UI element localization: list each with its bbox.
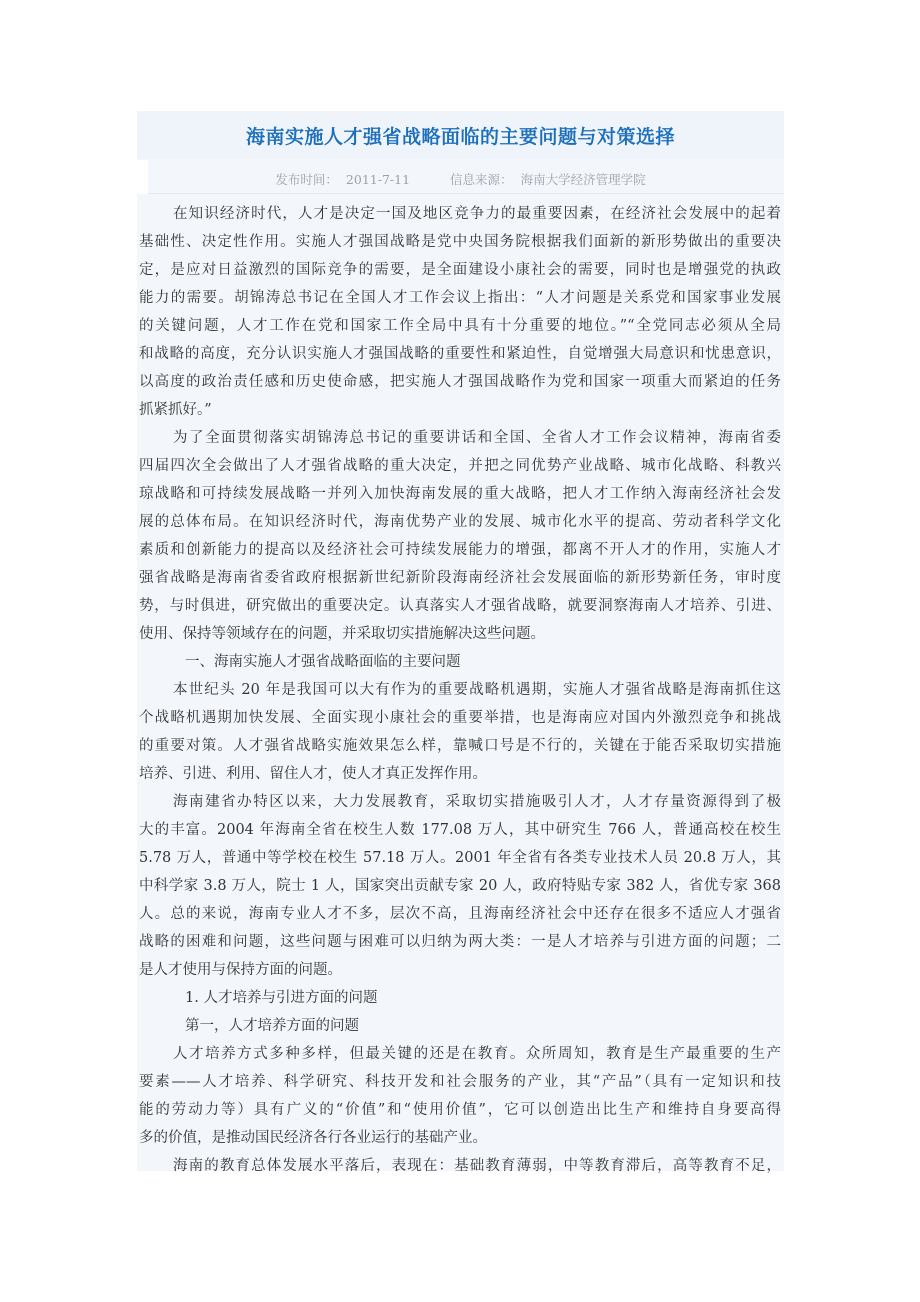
paragraph xyxy=(139,1152,781,1180)
article-body xyxy=(139,200,781,1180)
text-line: 大的丰富。2004 年海南全省在校生人数 177.08 万人，其中研究生 766 人，普通高校在校生 xyxy=(139,822,781,838)
text-line: 定，是应对日益激烈的国际竞争的需要，是全面建设小康社会的需要，同时也是增强党的执政 xyxy=(139,262,781,278)
text-line: 在知识经济时代，人才是决定一国及地区竞争力的最重要因素，在经济社会发展中的起着 xyxy=(173,206,781,222)
divider xyxy=(148,193,784,194)
text-line: 以高度的政治责任感和历史使命感，把实施人才强国战略作为党和国家一项重大而紧迫的任务 xyxy=(139,374,781,390)
text-line: 个战略机遇期加快发展、全面实现小康社会的重要举措，也是海南应对国内外激烈竞争和挑战 xyxy=(139,710,781,726)
text-line: 抓紧抓好。” xyxy=(139,402,212,418)
text-line: 战略的困难和问题，这些问题与困难可以归纳为两大类：一是人才培养与引进方面的问题；二 xyxy=(139,934,781,950)
text-line: 人才培养方式多种多样，但最关键的还是在教育。众所周知，教育是生产最重要的生产 xyxy=(173,1046,781,1062)
text-line: 本世纪头 20 年是我国可以大有作为的重要战略机遇期，实施人才强省战略是海南抓住这 xyxy=(173,682,781,698)
text-line: 能的劳动力等）具有广义的“价值”和“使用价值”，它可以创造出比生产和维持自身要高得 xyxy=(139,1102,781,1118)
section-heading xyxy=(139,1012,781,1040)
text-line: 能力的需要。胡锦涛总书记在全国人才工作会议上指出：“人才问题是关系党和国家事业发展 xyxy=(139,290,781,306)
text-line: 使用、保持等领域存在的问题，并采取切实措施解决这些问题。 xyxy=(139,626,545,642)
text-line: 要素——人才培养、科学研究、科技开发和社会服务的产业，其“产品”（具有一定知识和技 xyxy=(139,1074,781,1090)
text-line: 海南建省办特区以来，大力发展教育，采取切实措施吸引人才，人才存量资源得到了极 xyxy=(173,794,781,810)
paragraph xyxy=(139,200,781,424)
text-line: 多的价值，是推动国民经济各行各业运行的基础产业。 xyxy=(139,1130,487,1146)
publish-date: 2011-7-11 xyxy=(345,172,411,187)
text-line: 和战略的高度，充分认识实施人才强国战略的重要性和紧迫性，自觉增强大局意识和忧患意识， xyxy=(139,346,781,362)
text-line: 的重要对策。人才强省战略实施效果怎么样，靠喊口号是不行的，关键在于能否采取切实措施 xyxy=(139,738,781,754)
text-line: 一、海南实施人才强省战略面临的主要问题 xyxy=(185,654,461,670)
paragraph xyxy=(139,424,781,648)
paragraph xyxy=(139,676,781,788)
text-line: 是人才使用与保持方面的问题。 xyxy=(139,962,342,978)
text-line: 1. 人才培养与引进方面的问题 xyxy=(185,990,378,1006)
article-meta xyxy=(137,170,784,188)
text-line: 基础性、决定性作用。实施人才强国战略是党中央国务院根据我们面新的新形势做出的重要决 xyxy=(139,234,781,250)
text-line: 琼战略和可持续发展战略一并列入加快海南发展的重大战略，把人才工作纳入海南经济社会发 xyxy=(139,486,781,502)
text-line: 为了全面贯彻落实胡锦涛总书记的重要讲话和全国、全省人才工作会议精神，海南省委 xyxy=(173,430,781,446)
text-line: 5.78 万人，普通中等学校在校生 57.18 万人。2001 年全省有各类专业技术人员 20.8 万人，其 xyxy=(139,850,781,866)
text-line: 强省战略是海南省委省政府根据新世纪新阶段海南经济社会发展面临的新形势新任务，审时度 xyxy=(139,570,781,586)
section-heading xyxy=(139,984,781,1012)
text-line: 的关键问题，人才工作在党和国家工作全局中具有十分重要的地位。”“全党同志必须从全局 xyxy=(139,318,781,334)
text-line: 第一，人才培养方面的问题 xyxy=(185,1018,359,1034)
paragraph xyxy=(139,1040,781,1152)
text-line: 培养、引进、利用、留住人才，使人才真正发挥作用。 xyxy=(139,766,487,782)
source-name: 海南大学经济管理学院 xyxy=(520,172,646,187)
text-line: 展的总体布局。在知识经济时代，海南优势产业的发展、城市化水平的提高、劳动者科学文化 xyxy=(139,514,781,530)
text-line: 中科学家 3.8 万人，院士 1 人，国家突出贡献专家 20 人，政府特贴专家 382 人，省优专家 368 xyxy=(139,878,781,894)
paragraph xyxy=(139,788,781,984)
article-title: 海南实施人才强省战略面临的主要问题与对策选择 xyxy=(245,126,675,148)
text-line: 人。总的来说，海南专业人才不多，层次不高，且海南经济社会中还存在很多不适应人才强省 xyxy=(139,906,781,922)
source-label: 信息来源： xyxy=(450,172,513,187)
text-line: 素质和创新能力的提高以及经济社会可持续发展能力的增强，都离不开人才的作用，实施人才 xyxy=(139,542,781,558)
text-line: 四届四次全会做出了人才强省战略的重大决定，并把之同优势产业战略、城市化战略、科教兴 xyxy=(139,458,781,474)
text-line: 海南的教育总体发展水平落后，表现在：基础教育薄弱，中等教育滞后，高等教育不足， xyxy=(173,1158,781,1174)
text-line: 势，与时俱进，研究做出的重要决定。认真落实人才强省战略，就要洞察海南人才培养、引进、 xyxy=(139,598,781,614)
section-heading xyxy=(139,648,781,676)
publish-label: 发布时间： xyxy=(275,172,338,187)
